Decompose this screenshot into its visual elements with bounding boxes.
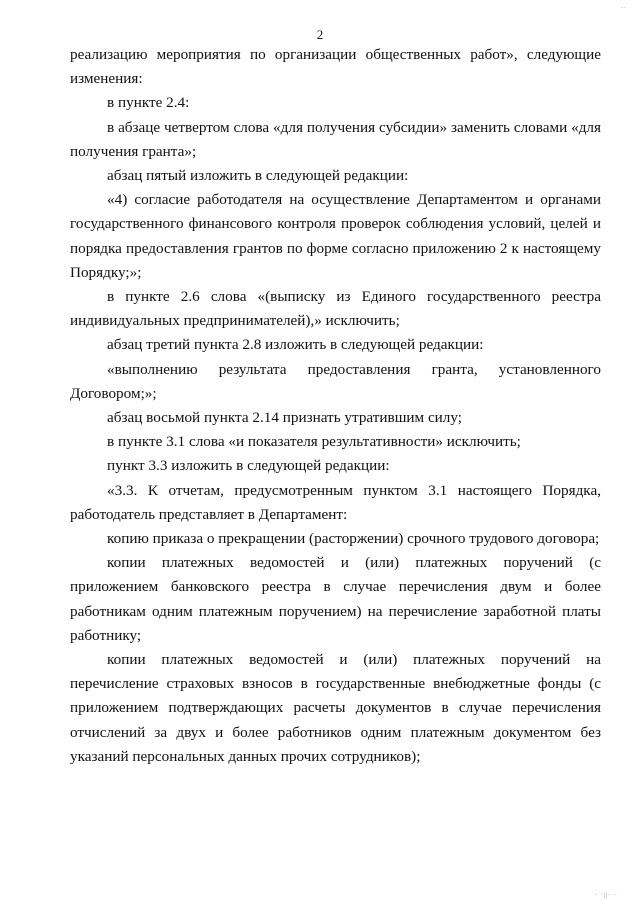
paragraph: в пункте 3.1 слова «и показателя результативности» исключить;	[107, 433, 521, 451]
document-body	[70, 43, 601, 769]
paragraph: «3.3. К отчетам, предусмотренным пунктом 3.1 настоящего Порядка, работодатель представляет в Департамент:	[70, 481, 601, 523]
paragraph: абзац третий пункта 2.8 изложить в следующей редакции:	[107, 336, 484, 354]
paragraph: пункт 3.3 изложить в следующей редакции:	[107, 457, 390, 475]
scan-mark-bottom: · ·||· ·	[594, 891, 618, 899]
paragraph: абзац пятый изложить в следующей редакции:	[107, 167, 409, 185]
paragraph: «выполнению результата предоставления гранта, установленного Договором;»;	[70, 360, 601, 402]
paragraph: копии платежных ведомостей и (или) платежных поручений на перечисление страховых взносов в государственные внебюджетные фонды (с приложением подтверждающих расчеты документов в случае перечисления отчислений за двух и более работников одним платежным документом без указаний персональных данных прочих сотрудников);	[70, 651, 601, 765]
paragraph: в пункте 2.4:	[107, 94, 190, 112]
scan-mark-top: ..	[620, 2, 626, 10]
paragraph: реализацию мероприятия по организации общественных работ», следующие изменения:	[70, 46, 601, 88]
paragraph: копию приказа о прекращении (расторжении) срочного трудового договора;	[107, 530, 600, 548]
paragraph: копии платежных ведомостей и (или) платежных поручений (с приложением банковского реестра в случае перечисления двум и более работникам одним платежным поручением) на перечисление заработной платы работнику;	[70, 554, 601, 644]
paragraph: в абзаце четвертом слова «для получения субсидии» заменить словами «для получения гранта»;	[70, 118, 601, 160]
page-number: 2	[316, 27, 324, 42]
paragraph: абзац восьмой пункта 2.14 признать утратившим силу;	[107, 409, 462, 427]
paragraph: «4) согласие работодателя на осуществление Департаментом и органами государственного финансового контроля проверок соблюдения условий, целей и порядка предоставления грантов по форме согласно приложению 2 к настоящему Порядку;»;	[70, 191, 601, 281]
paragraph: в пункте 2.6 слова «(выписку из Единого государственного реестра индивидуальных предпринимателей),» исключить;	[70, 288, 601, 330]
